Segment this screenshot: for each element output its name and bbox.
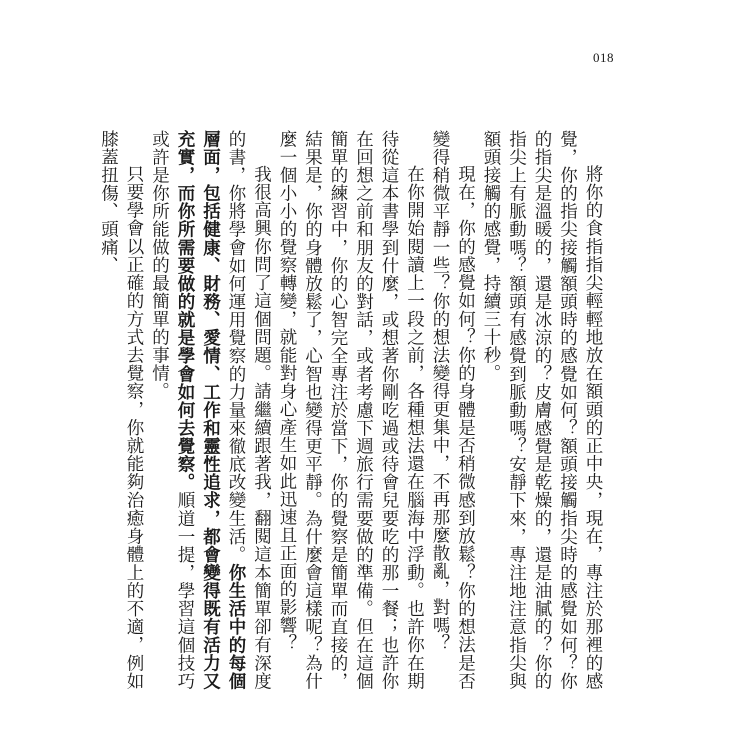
paragraph <box>427 130 478 690</box>
paragraph <box>95 130 146 690</box>
paragraph-text: 只要學會以正確的方式去覺察，你就能夠治癒身體上的不適，例如膝蓋扭傷、頭痛、 <box>98 130 144 690</box>
paragraph-text: 在你開始閱讀上一段之前，各種想法還在腦海中浮動。也許你在期待從這本書學到什麼，或想著你剛吃過或待會兒要吃的那一餐；也許你在回想之前和朋友的對話，或者考慮下週旅行需要做的準備。但在這個簡單的練習中，你的心智完全專注於當下，你的覺察是簡單而直接的，結果是，你的身體放鬆了，心智也變得更平靜。為什麼會這樣呢？為什麼一個小小的覺察轉變，就能對身心產生如此迅速且正面的影響？ <box>277 130 425 690</box>
page-number: 018 <box>593 50 614 65</box>
paragraph <box>478 130 606 690</box>
body-text <box>98 130 605 691</box>
paragraph-text: 我很高興你問了這個問題。請繼續跟著我，翻閱這本簡單卻有深度的書，你將學會如何運用覺察的力量來徹底改變生活。 <box>226 130 272 690</box>
bold-emphasis-text: 你生活中的每個層面，包括健康、財務、愛情、工作和靈性追求，都會變得既有活力又充實，而你所需要做的就是學會如何去覺察。 <box>175 130 246 691</box>
paragraph-text: 將你的食指指尖輕輕地放在額頭的正中央，現在，專注於那裡的感覺，你的指尖接觸額頭時的感覺如何？額頭接觸指尖時的感覺如何？你的指尖是溫暖的，還是冰涼的？皮膚感覺是乾燥的，還是油膩的？你的指尖上有脈動嗎？額頭有感覺到脈動嗎？安靜下來，專注地注意指尖與額頭接觸的感覺，持續三十秒。 <box>481 130 603 690</box>
paragraph-text: 現在，你的感覺如何？你的身體是否稍微感到放鬆？你的想法是否變得稍微平靜一些？你的想法變得更集中，不再那麼散亂，對嗎？ <box>430 130 476 690</box>
paragraph <box>146 130 274 690</box>
paragraph-text: 順道一提，學習這個技巧或許是你所能做的最簡單的事情。 <box>149 130 195 691</box>
paragraph <box>274 130 427 690</box>
